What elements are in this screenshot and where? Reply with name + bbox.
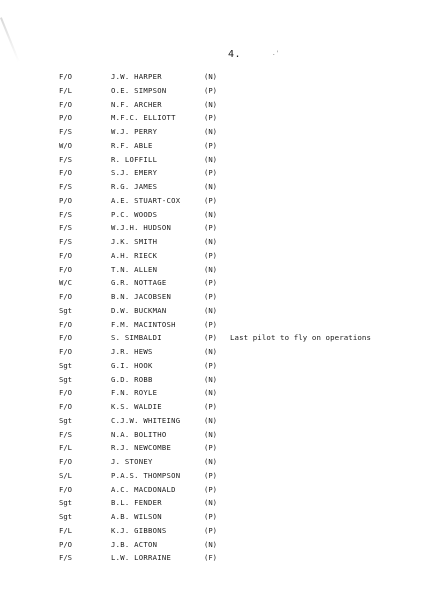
roster-row — [0, 483, 423, 497]
crew-role: (P) — [204, 333, 217, 343]
roster-row — [0, 166, 423, 180]
crew-name: J.K. SMITH — [111, 237, 158, 246]
scan-speck: .' — [272, 50, 280, 57]
crew-role: (P) — [204, 470, 217, 480]
crew-rank: Sgt — [59, 360, 72, 370]
crew-role: (P) — [204, 278, 217, 288]
crew-rank: P/O — [59, 539, 72, 549]
crew-name: A.E. STUART-COX — [111, 195, 181, 205]
roster-row — [0, 235, 423, 249]
crew-name: M.F.C. ELLIOTT — [111, 113, 176, 123]
crew-role: (N) — [204, 182, 217, 191]
crew-role: (N) — [204, 388, 217, 398]
roster-row — [0, 125, 423, 139]
crew-rank: W/O — [59, 140, 72, 150]
crew-rank: F/S — [59, 429, 72, 439]
crew-name: S. SIMBALDI — [111, 333, 162, 343]
crew-role: (N) — [204, 305, 217, 315]
crew-role: (N) — [204, 72, 217, 81]
roster-row — [0, 510, 423, 524]
crew-rank: Sgt — [59, 498, 72, 508]
crew-rank: F/O — [59, 319, 72, 329]
crew-rank: F/O — [59, 72, 72, 81]
crew-name: K.S. WALDIE — [111, 402, 162, 411]
crew-role: (P) — [204, 484, 217, 494]
crew-name: B.N. JACOBSEN — [111, 292, 172, 301]
roster-row — [0, 414, 423, 428]
crew-rank: S/L — [59, 470, 72, 480]
crew-name: L.W. LORRAINE — [111, 553, 172, 563]
crew-role: (P) — [204, 113, 217, 123]
roster-row — [0, 318, 423, 332]
crew-name: A.H. RIECK — [111, 250, 158, 260]
crew-role: (P) — [204, 525, 217, 535]
crew-name: N.F. ARCHER — [111, 99, 162, 109]
crew-name: R.F. ABLE — [111, 140, 153, 150]
roster-row — [0, 276, 423, 290]
crew-name: G.R. NOTTAGE — [111, 278, 167, 288]
crew-role: (P) — [204, 443, 217, 453]
crew-name: P.A.S. THOMPSON — [111, 470, 181, 480]
roster-row — [0, 263, 423, 277]
crew-rank: F/L — [59, 525, 72, 535]
roster-row — [0, 428, 423, 442]
crew-name: D.W. BUCKMAN — [111, 305, 167, 315]
roster-row — [0, 180, 423, 194]
crew-rank: F/S — [59, 237, 72, 246]
crew-role: (P) — [204, 360, 217, 370]
roster-row — [0, 208, 423, 222]
roster-row — [0, 290, 423, 304]
crew-name: J. STONEY — [111, 457, 153, 466]
crew-name: S.J. EMERY — [111, 168, 158, 178]
crew-role: (P) — [204, 292, 217, 301]
crew-name: W.J.H. HUDSON — [111, 223, 172, 233]
roster-row — [0, 496, 423, 510]
crew-role: (N) — [204, 415, 217, 425]
crew-name: R.G. JAMES — [111, 182, 158, 191]
crew-rank: F/O — [59, 333, 72, 343]
crew-roster — [0, 70, 423, 565]
scan-edge-mark — [0, 17, 20, 62]
crew-name: R.J. NEWCOMBE — [111, 443, 172, 453]
crew-name: R. LOFFILL — [111, 154, 158, 164]
crew-rank: Sgt — [59, 512, 72, 521]
crew-role: (P) — [204, 250, 217, 260]
crew-role: (N) — [204, 429, 217, 439]
crew-rank: P/O — [59, 195, 72, 205]
crew-name: J.W. HARPER — [111, 72, 162, 81]
crew-role: (P) — [204, 85, 217, 95]
roster-row — [0, 98, 423, 112]
roster-row — [0, 153, 423, 167]
crew-role: (N) — [204, 99, 217, 109]
roster-row — [0, 441, 423, 455]
roster-row — [0, 221, 423, 235]
crew-rank: F/S — [59, 223, 72, 233]
roster-row — [0, 538, 423, 552]
roster-row — [0, 249, 423, 263]
crew-rank: F/O — [59, 264, 72, 274]
crew-name: W.J. PERRY — [111, 127, 158, 136]
crew-rank: F/S — [59, 182, 72, 191]
crew-role: (P) — [204, 168, 217, 178]
roster-row — [0, 194, 423, 208]
crew-role: (P) — [204, 140, 217, 150]
crew-name: K.J. GIBBONS — [111, 525, 167, 535]
crew-role: (N) — [204, 209, 217, 219]
roster-row — [0, 524, 423, 538]
crew-role: (P) — [204, 223, 217, 233]
crew-note: Last pilot to fly on operations — [230, 333, 372, 343]
roster-row — [0, 400, 423, 414]
crew-rank: F/O — [59, 484, 72, 494]
roster-row — [0, 386, 423, 400]
crew-rank: P/O — [59, 113, 72, 123]
crew-role: (P) — [204, 195, 217, 205]
crew-rank: F/O — [59, 347, 72, 356]
roster-row — [0, 373, 423, 387]
crew-role: (F) — [204, 553, 217, 563]
crew-name: F.M. MACINTOSH — [111, 319, 176, 329]
crew-name: C.J.W. WHITEING — [111, 415, 181, 425]
crew-role: (P) — [204, 319, 217, 329]
crew-rank: F/S — [59, 154, 72, 164]
crew-name: G.D. ROBB — [111, 374, 153, 384]
crew-name: A.C. MACDONALD — [111, 484, 176, 494]
crew-name: A.B. WILSON — [111, 512, 162, 521]
crew-role: (N) — [204, 264, 217, 274]
roster-row — [0, 551, 423, 565]
crew-role: (N) — [204, 498, 217, 508]
page-number: 4. — [228, 49, 242, 60]
crew-rank: Sgt — [59, 305, 72, 315]
roster-row — [0, 469, 423, 483]
roster-row — [0, 70, 423, 84]
crew-name: F.N. ROYLE — [111, 388, 158, 398]
crew-name: B.L. FENDER — [111, 498, 162, 508]
crew-rank: F/O — [59, 168, 72, 178]
crew-role: (N) — [204, 457, 217, 466]
roster-row — [0, 455, 423, 469]
crew-name: J.B. ACTON — [111, 539, 158, 549]
crew-role: (N) — [204, 127, 217, 136]
roster-row — [0, 304, 423, 318]
crew-role: (N) — [204, 347, 217, 356]
crew-name: O.E. SIMPSON — [111, 85, 167, 95]
roster-row — [0, 111, 423, 125]
roster-row — [0, 139, 423, 153]
crew-rank: F/L — [59, 443, 72, 453]
roster-row — [0, 345, 423, 359]
crew-role: (N) — [204, 154, 217, 164]
crew-name: G.I. HOOK — [111, 360, 153, 370]
crew-rank: F/S — [59, 209, 72, 219]
crew-rank: F/S — [59, 553, 72, 563]
roster-row — [0, 331, 423, 345]
crew-rank: F/L — [59, 85, 72, 95]
crew-role: (P) — [204, 512, 217, 521]
crew-name: N.A. BOLITHO — [111, 429, 167, 439]
roster-row — [0, 359, 423, 373]
crew-rank: Sgt — [59, 415, 72, 425]
crew-role: (P) — [204, 402, 217, 411]
crew-rank: F/O — [59, 250, 72, 260]
crew-rank: F/O — [59, 388, 72, 398]
crew-role: (N) — [204, 237, 217, 246]
crew-role: (N) — [204, 539, 217, 549]
crew-rank: F/O — [59, 99, 72, 109]
crew-role: (N) — [204, 374, 217, 384]
crew-rank: F/O — [59, 457, 72, 466]
crew-name: T.N. ALLEN — [111, 264, 158, 274]
crew-rank: W/C — [59, 278, 72, 288]
crew-rank: F/O — [59, 402, 72, 411]
crew-rank: Sgt — [59, 374, 72, 384]
crew-name: P.C. WOODS — [111, 209, 158, 219]
crew-rank: F/O — [59, 292, 72, 301]
crew-rank: F/S — [59, 127, 72, 136]
roster-row — [0, 84, 423, 98]
crew-name: J.R. HEWS — [111, 347, 153, 356]
